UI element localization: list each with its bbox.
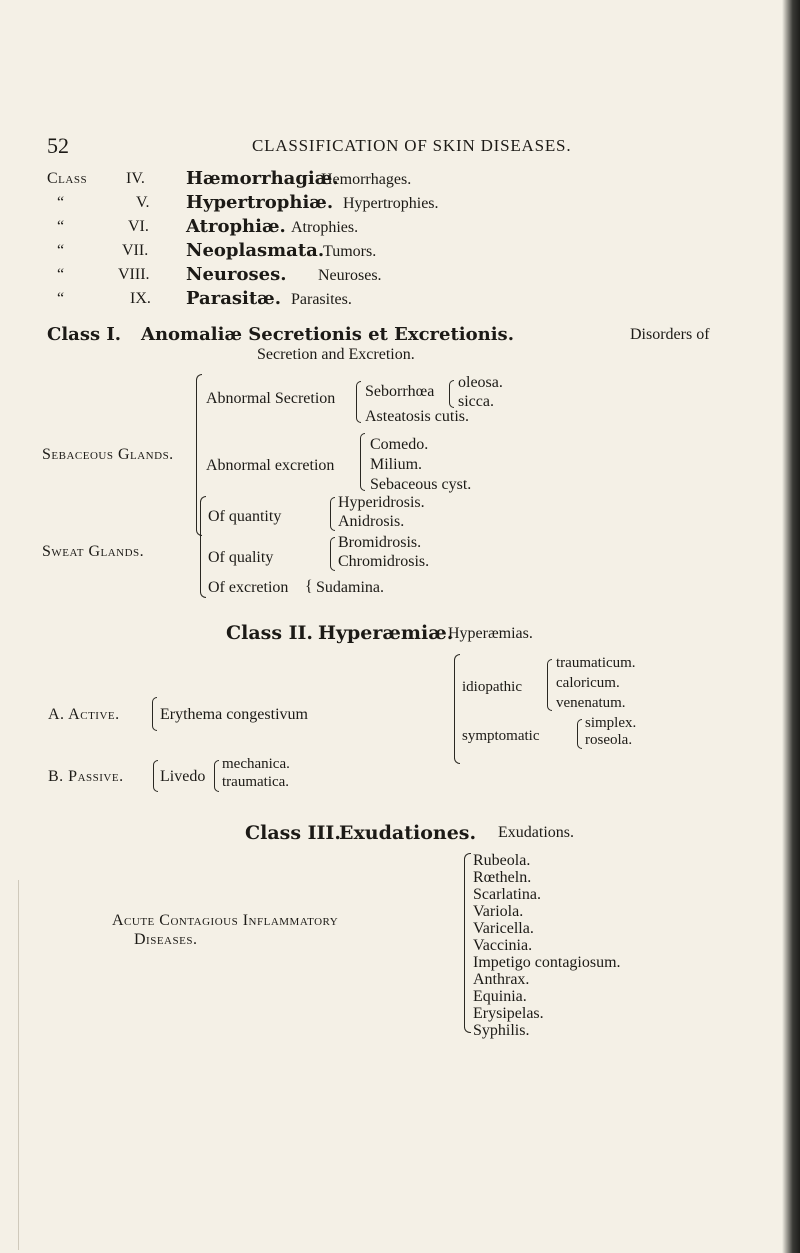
disease-item: Erysipelas.	[473, 1005, 544, 1022]
disease-item: Syphilis.	[473, 1022, 530, 1039]
bromidrosis-label: Bromidrosis.	[338, 534, 422, 551]
class2-latin-title: Hyperæmiæ.	[318, 622, 454, 644]
ditto-mark: “	[57, 290, 65, 307]
of-excretion-label: Of excretion	[208, 579, 289, 596]
traumaticum-label: traumaticum.	[556, 655, 636, 671]
disease-item: Vaccinia.	[473, 937, 533, 954]
disease-item: Varicella.	[473, 920, 534, 937]
class-numeral: IX.	[130, 290, 151, 307]
comedo-label: Comedo.	[370, 436, 429, 453]
erythema-label: Erythema congestivum	[160, 706, 308, 723]
hyperidrosis-label: Hyperidrosis.	[338, 494, 425, 511]
class-numeral: VIII.	[118, 266, 150, 283]
asteatosis-label: Asteatosis cutis.	[365, 408, 469, 425]
class-english-name: Tumors.	[323, 243, 377, 260]
ditto-mark: “	[57, 266, 65, 283]
running-title: CLASSIFICATION OF SKIN DISEASES.	[252, 136, 572, 155]
simplex-label: simplex.	[585, 715, 637, 731]
class-latin-name: Hypertrophiæ.	[186, 192, 334, 213]
class2-english-title: Hyperæmias.	[448, 625, 533, 642]
oleosa-label: oleosa.	[458, 374, 503, 391]
class-prefix: Class	[47, 170, 88, 187]
active-label: A. Active.	[48, 706, 120, 723]
caloricum-label: caloricum.	[556, 675, 620, 691]
class-numeral: V.	[136, 194, 150, 211]
symptomatic-brace	[577, 719, 582, 749]
sudamina-brace: {	[305, 578, 313, 595]
abnormal-excretion-label: Abnormal excretion	[206, 457, 335, 474]
livedo-brace	[214, 760, 219, 792]
mechanica-label: mechanica.	[222, 756, 290, 772]
seborrhoea-brace	[449, 380, 454, 408]
class-english-name: Atrophies.	[291, 219, 359, 236]
class1-label: Class I.	[47, 324, 122, 345]
milium-label: Milium.	[370, 456, 423, 473]
group-label-line2: Diseases.	[134, 931, 198, 948]
secretion-brace	[356, 381, 361, 423]
class1-english-line2: Secretion and Excretion.	[257, 346, 415, 363]
disease-item: Impetigo contagiosum.	[473, 954, 621, 971]
class1-latin-title: Anomaliæ Secretionis et Excretionis.	[141, 324, 514, 345]
disease-item: Scarlatina.	[473, 886, 541, 903]
class-latin-name: Atrophiæ.	[186, 216, 286, 237]
page-edge-shadow	[782, 0, 800, 1253]
class-numeral: VI.	[128, 218, 149, 235]
disease-item: Rubeola.	[473, 852, 531, 869]
class-numeral: IV.	[126, 170, 145, 187]
erythema-brace	[454, 654, 460, 764]
class3-latin-title: Exudationes.	[339, 822, 477, 844]
idiopathic-brace	[547, 659, 552, 711]
page-number: 52	[47, 133, 69, 158]
class-english-name: Parasites.	[291, 291, 352, 308]
quantity-brace	[330, 497, 335, 531]
passive-brace	[153, 760, 158, 792]
ditto-mark: “	[57, 242, 65, 259]
class3-english-title: Exudations.	[498, 824, 574, 841]
margin-line	[18, 880, 19, 1250]
diseases-brace	[464, 853, 471, 1033]
class-latin-name: Hæmorrhagiæ.	[186, 168, 339, 189]
active-brace	[152, 697, 157, 731]
sudamina-label: Sudamina.	[316, 579, 384, 596]
excretion-brace	[360, 433, 365, 491]
abnormal-secretion-label: Abnormal Secretion	[206, 390, 336, 407]
seborrhoea-label: Seborrhœa	[365, 383, 435, 400]
quality-brace	[330, 537, 335, 571]
sebaceous-glands-label: Sebaceous Glands.	[42, 446, 174, 463]
class3-label: Class III.	[245, 822, 341, 844]
roseola-label: roseola.	[585, 732, 633, 748]
traumatica-label: traumatica.	[222, 774, 290, 790]
sebaceous-cyst-label: Sebaceous cyst.	[370, 476, 472, 493]
of-quality-label: Of quality	[208, 549, 274, 566]
passive-label: B. Passive.	[48, 768, 124, 785]
symptomatic-label: symptomatic	[462, 728, 540, 744]
anidrosis-label: Anidrosis.	[338, 513, 405, 530]
group-label-line1: Acute Contagious Inflammatory	[112, 912, 339, 929]
idiopathic-label: idiopathic	[462, 679, 522, 695]
class-numeral: VII.	[122, 242, 149, 259]
ditto-mark: “	[57, 218, 65, 235]
class-english-name: Hemorrhages.	[321, 171, 412, 188]
ditto-mark: “	[57, 194, 65, 211]
class-latin-name: Neoplasmata.	[186, 240, 325, 261]
class-latin-name: Neuroses.	[186, 264, 287, 285]
class2-label: Class II.	[226, 622, 314, 644]
class1-english-line1: Disorders of	[630, 326, 710, 343]
chromidrosis-label: Chromidrosis.	[338, 553, 430, 570]
class-latin-name: Parasitæ.	[186, 288, 281, 309]
venenatum-label: venenatum.	[556, 695, 626, 711]
of-quantity-label: Of quantity	[208, 508, 282, 525]
disease-item: Rœtheln.	[473, 869, 532, 886]
disease-item: Variola.	[473, 903, 524, 920]
disease-item: Anthrax.	[473, 971, 530, 988]
sicca-label: sicca.	[458, 393, 494, 410]
sweat-brace	[200, 496, 206, 598]
disease-item: Equinia.	[473, 988, 527, 1005]
class-english-name: Neuroses.	[318, 267, 382, 284]
class-english-name: Hypertrophies.	[343, 195, 439, 212]
sweat-glands-label: Sweat Glands.	[42, 543, 145, 560]
livedo-label: Livedo	[160, 768, 206, 785]
